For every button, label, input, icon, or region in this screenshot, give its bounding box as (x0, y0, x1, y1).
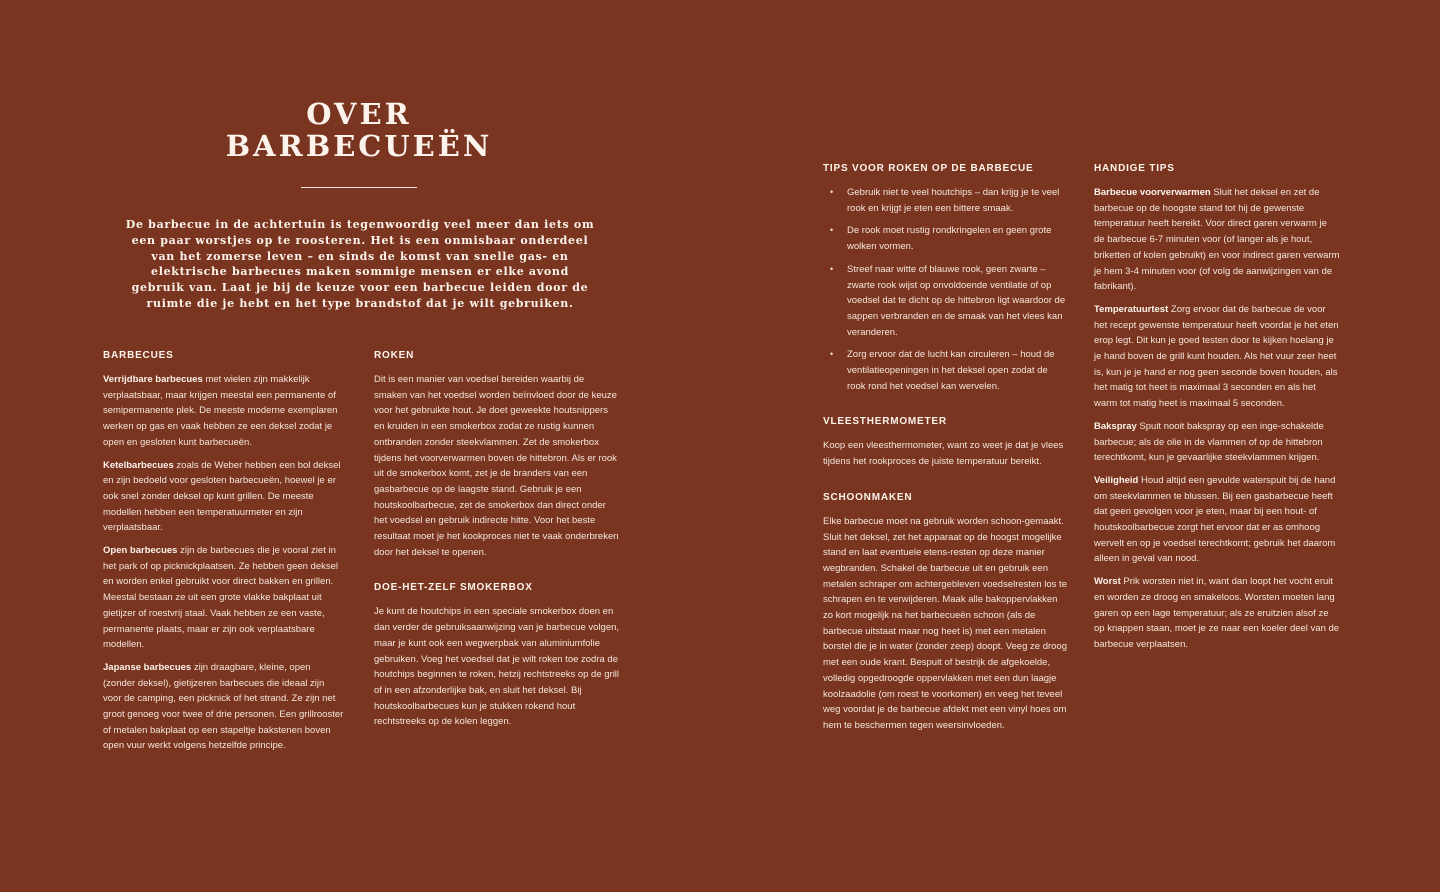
column-tips-roken (823, 162, 1068, 741)
heading-tips-roken: TIPS VOOR ROKEN OP DE BARBECUE (823, 163, 1034, 174)
paragraph-bakspray: Bakspray Spuit nooit bakspray op een inge-schakelde barbecue; als de olie in de vlammen of op de hittebron terechtkomt, kun je gevaarlijke steekvlammen krijgen. (1094, 420, 1324, 464)
paragraph-voorverwarmen: Barbecue voorverwarmen Sluit het deksel en zet de barbecue op de hoogste stand tot hij de gewenste temperatuur heeft bereikt. Voor direct garen verwarm je de barbecue 6-7 minuten voor (of langer als je hout, briketten of kolen gebruikt) en voor indirect garen verwarm je hem 3-4 minuten voor (of volg de aanwijzingen van de fabrikant). (1094, 187, 1340, 293)
paragraph-diy-smokerbox: Je kunt de houtchips in een speciale smokerbox doen en dan verder de gebruiksaanwijzing van je barbecue volgen, maar je kunt ook een wegwerpbak van aluminiumfolie gebruiken. Voeg het voedsel dat je wilt roken toe zodra de houtchips beginnen te roken, hetzij rechtstreeks op de grill of in een afzonderlijke bak, en sluit het deksel. Bij houtskoolbarbecues kun je stukken rokend hout rechtstreeks op de kolen leggen. (374, 606, 620, 728)
term-bakspray: Bakspray (1094, 420, 1137, 432)
list-item: • Streef naar witte of blauwe rook, geen zwarte – zwarte rook wijst op onvoldoende ventilatie of op voedsel dat te dicht op de hittebron ligt waardoor de sappen verbranden en de smaak van het vlees kan veranderen. (823, 262, 1068, 341)
paragraph-vleesthermometer: Koop een vleesthermometer, want zo weet je dat je vlees tijdens het rookproces de juiste temperatuur bereikt. (823, 440, 1064, 468)
list-item: • De rook moet rustig rondkringelen en geen grote wolken vormen. (823, 223, 1068, 254)
paragraph-verrijdbare: Verrijdbare barbecues met wielen zijn makkelijk verplaatsbaar, maar krijgen meestal een permanente of semipermanente plek. De meeste moderne exemplaren werken op gas en vaak hebben ze een deksel zodat je open en gesloten kunt barbecueën. (103, 374, 338, 448)
page-title-line-2: BARBECUEËN (225, 129, 493, 163)
term-voorverwarmen: Barbecue voorverwarmen (1094, 187, 1211, 198)
title-divider (301, 187, 417, 188)
paragraph-roken: Dit is een manier van voedsel bereiden waarbij de smaken van het voedsel worden beïnvloed door de keuze voor het gebruikte hout. Je doet geweekte houtsnippers en kruiden in een smokerbox zodat ze rustig kunnen ontbranden zonder steekvlammen. Zet de smokerbox tijdens het voorverwarmen boven de hittebron. Als er rook uit de smokerbox komt, zet je de branders van een gasbarbecue op de laagste stand. Gebruik je een houtskoolbarbecue, zet de smokerbox dan direct onder het voedsel en gebruik indirecte hitte. Voor het beste resultaat moet je het kookproces niet te vaak onderbreken door het deksel te openen. (374, 374, 619, 558)
column-handige-tips (1094, 162, 1340, 660)
heading-handige-tips: HANDIGE TIPS (1094, 163, 1175, 174)
page-title (200, 98, 518, 162)
page-title-line-1: OVER (306, 97, 412, 131)
paragraph-temperatuurtest: Temperatuurtest Zorg ervoor dat de barbecue de voor het recept gewenste temperatuur heeft voordat je het eten erop legt. Dit kun je goed testen door te kijken hoelang je je hand boven de grill kunt houden. Als het vuur zeer heet is, kun je je hand er nog geen seconde boven houden, als het matig tot heet is maximaal 3 seconden en als het warm tot matig heet is maximaal 5 seconden. (1094, 303, 1339, 410)
heading-vleesthermometer: VLEESTHERMOMETER (823, 416, 947, 428)
term-ketel: Ketelbarbecues (103, 459, 174, 471)
list-item: • Gebruik niet te veel houtchips – dan krijg je te veel rook en krijgt je eten een bittere smaak. (823, 185, 1068, 216)
column-roken (374, 349, 620, 737)
paragraph-worst: Worst Prik worsten niet in, want dan loopt het vocht eruit en worden ze droog en smakeloos. Worsten moeten lang garen op een lage temperatuur; als ze eruitzien alsof ze op knappen staan, moet je ze naar een koeler deel van de barbecue verplaatsen. (1094, 576, 1340, 650)
column-barbecues (103, 349, 345, 761)
term-worst: Worst (1094, 576, 1121, 588)
heading-diy-smokerbox: DOE-HET-ZELF SMOKERBOX (374, 582, 533, 594)
list-item: • Zorg ervoor dat de lucht kan circuleren – houd de ventilatieopeningen in het deksel open zodat de rook rond het voedsel kan wervelen. (823, 347, 1068, 394)
paragraph-open: Open barbecues zijn de barbecues die je vooral ziet in het park of op picknickplaatsen. Ze hebben geen deksel en worden enkel gebruikt voor direct bakken en grillen. Meestal bestaan ze uit een grote vlakke bakplaat uit gietijzer of roestvrij staal. Vaak hebben ze een vaste, permanente plaats, maar er zijn ook verplaatsbare modellen. (103, 545, 339, 651)
term-veiligheid: Veiligheid (1094, 474, 1139, 486)
heading-schoonmaken: SCHOONMAKEN (823, 491, 913, 503)
term-open: Open barbecues (103, 545, 178, 557)
term-japanse: Japanse barbecues (103, 661, 192, 673)
term-verrijdbare: Verrijdbare barbecues (103, 374, 203, 385)
heading-roken: ROKEN (374, 350, 415, 361)
paragraph-ketel: Ketelbarbecues zoals de Weber hebben een bol deksel en zijn bedoeld voor gesloten barbecueën, hoewel je er ook sneI zonder deksel op kunt grillen. De meeste modellen hebben een temperatuurmeter en zijn verplaatsbaar. (103, 459, 341, 534)
paragraph-schoonmaken: Elke barbecue moet na gebruik worden schoon-gemaakt. Sluit het deksel, zet het apparaat op de hoogst mogelijke stand en laat eventuele etens-resten op deze manier wegbranden. Schakel de barbecue uit en gebruik een metalen schraper om achtergebleven voedselresten los te schrapen en te verwijderen. Maak alle bakoppervlakken zo kort mogelijk na het barbecueën schoon (als de barbecue uitstaat maar nog heet is) met een metalen borstel die je in water (zonder zeep) doopt. Veeg ze droog met een oude krant. Bespuit of bestrijk de afgekoelde, volledig opgedroogde oppervlakken met een dun laagje koolzaadolie (om roest te voorkomen) en veeg het teveel weg voordat je de barbecue afdekt met een vinyl hoes om hem te beschermen tegen weersinvloeden. (823, 515, 1067, 731)
paragraph-veiligheid: Veiligheid Houd altijd een gevulde waterspuit bij de hand om steekvlammen te blussen. Bij een gasbarbecue heeft dat geen gevolgen voor je eten, maar bij een hout- of houtskoolbarbecue zorgt het ervoor dat er as omhoog wervelt en op je voedsel terechtkomt; gebruik het daarom alleen in geval van nood. (1094, 474, 1336, 565)
term-temperatuurtest: Temperatuurtest (1094, 303, 1169, 315)
paragraph-japanse: Japanse barbecues zijn draagbare, kleine, open (zonder deksel), gietijzeren barbecues die ideaal zijn voor de camping, een picknick of het strand. Ze zijn net groot genoeg voor twee of drie personen. Een grillrooster of metalen bakplaat op een stapeltje bakstenen boven open vuur werkt volgens hetzelfde principe. (103, 661, 344, 752)
heading-barbecues: BARBECUES (103, 350, 174, 361)
tips-roken-list (823, 185, 1068, 394)
intro-paragraph: De barbecue in de achtertuin is tegenwoordig veel meer dan iets om een paar worstjes op te roosteren. Het is een onmisbaar onderdeel van het zomerse leven – en sinds de komst van snelle gas- en elektrische barbecues maken sommige mensen er elke avond gebruik van. Laat je bij de keuze voor een barbecue leiden door de ruimte die je hebt en het type brandstof dat je wilt gebruiken. (125, 218, 595, 310)
